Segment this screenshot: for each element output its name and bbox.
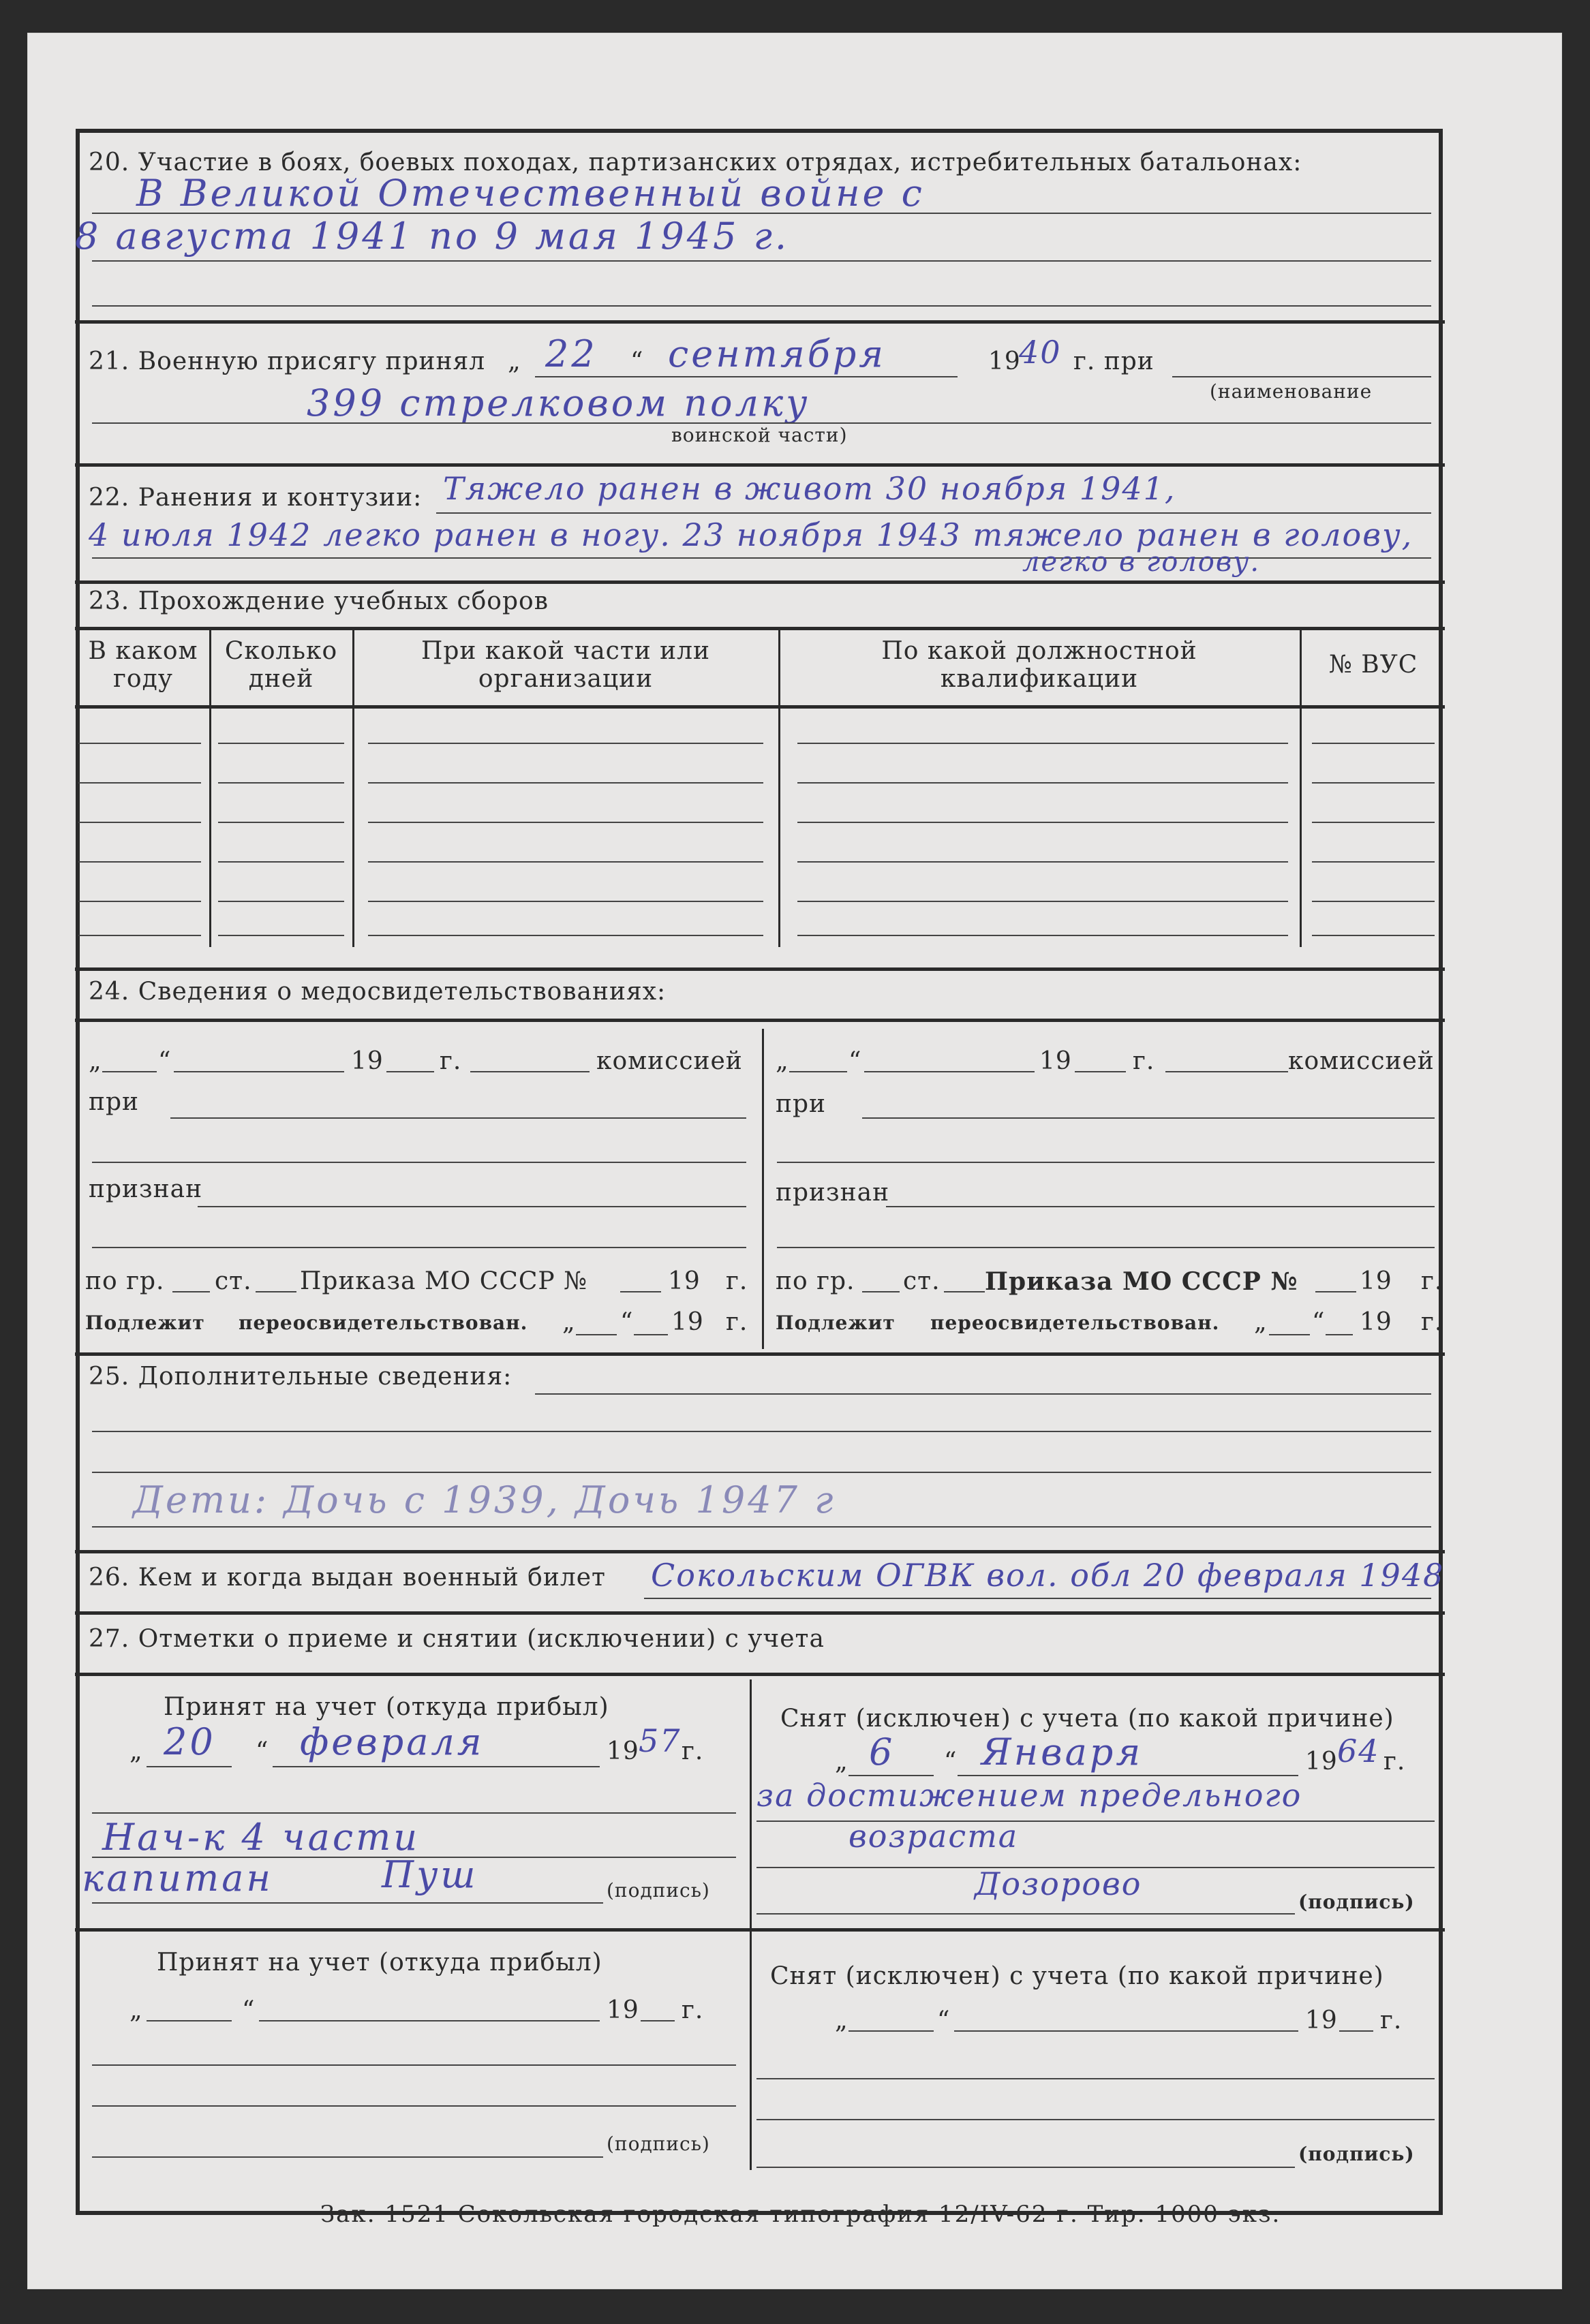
s24-right-pri: при [776,1090,827,1118]
s21-note-1: (наименование [1210,380,1373,403]
s27-left-month: февраля [300,1720,485,1763]
s20-handwriting-1: В Великой Отечественный войне с [136,172,925,215]
s27-removed-label-2: Снят (исключен) с учета (по какой причине) [770,1962,1384,1990]
s25-label: 25. Дополнительные сведения: [89,1363,513,1391]
s24-right-prikaza: Приказа МО СССР № [985,1267,1298,1296]
s27-right-signature: Дозорово [975,1865,1142,1902]
s24-left-komissiey: комиссией [596,1047,743,1075]
s22-handwriting-1: Тяжело ранен в живот 30 ноября 1941, [443,470,1176,507]
s27-left-handwriting-1: Нач-к 4 части [102,1816,421,1859]
s27-right-year: 64 [1337,1733,1380,1769]
s27-label: 27. Отметки о приеме и снятии (исключении) с учета [89,1625,825,1653]
s23-col-unit: При какой части или организации [421,637,711,693]
s27-removed-label-1: Снят (исключен) с учета (по какой причине) [780,1705,1394,1733]
s27-left-podpis-1: (подпись) [607,1879,710,1902]
s21-day: 22 [545,332,598,375]
s27-right-day: 6 [869,1731,896,1773]
s27-right-podpis-1: (подпись) [1298,1891,1415,1913]
s20-handwriting-2: 8 августа 1941 по 9 мая 1945 г. [75,215,790,258]
s21-g-pri: г. при [1073,347,1155,375]
s21-label: 21. Военную присягу принял [89,347,486,375]
s26-handwriting: Сокольским ОГВК вол. обл 20 февраля 1948 [651,1557,1445,1594]
s24-left-priznan: признан [89,1175,203,1203]
s25-handwriting: Дети: Дочь с 1939, Дочь 1947 г [133,1478,836,1521]
divider-20-21 [75,320,1445,324]
s24-label: 24. Сведения о медосвидетельствованиях: [89,978,667,1006]
s27-accepted-label-2: Принят на учет (откуда прибыл) [157,1949,602,1977]
s26-label: 26. Кем и когда выдан военный билет [89,1564,606,1592]
divider-21-22 [75,463,1445,467]
s23-col-year: В каком году [88,637,198,693]
s27-left-signature: Пуш [382,1853,478,1896]
s22-handwriting-3: легко в голову. [1022,546,1261,578]
s23-col-vus: № ВУС [1328,651,1418,679]
s24-column-divider [762,1029,764,1349]
s24-left-prikaza: Приказа МО СССР № [300,1267,588,1295]
s21-unit: 399 стрелковом полку [307,382,810,424]
s20-line-3 [92,305,1431,307]
s23-col-qualification: По какой должностной квалификации [881,637,1197,693]
divider-24-25 [75,1352,1445,1356]
s23-label: 23. Прохождение учебных сборов [89,587,549,615]
s24-right-pereosv: переосвидетельствован. [930,1312,1220,1334]
s24-left-pereosv: переосвидетельствован. [239,1312,528,1334]
s27-right-handwriting-1: за достижением предельного [756,1777,1302,1814]
s27-right-podpis-2: (подпись) [1298,2143,1415,2165]
s22-handwriting-2: 4 июля 1942 легко ранен в ногу. 23 ноября 1943 тяжело ранен в голову, [89,516,1413,553]
s24-right-priznan: признан [776,1179,890,1207]
s27-left-handwriting-2: капитан [82,1857,273,1900]
s27-left-day: 20 [164,1720,216,1763]
divider-22-23 [75,580,1445,584]
s27-accepted-label-1: Принят на учет (откуда прибыл) [164,1693,609,1721]
s27-right-handwriting-2: возраста [848,1818,1019,1855]
s21-month: сентября [668,332,887,375]
s27-left-podpis-2: (подпись) [607,2133,710,2155]
s27-right-month: Января [981,1731,1144,1773]
s21-year-prefix: 19 [988,347,1021,375]
s27-column-divider [750,1679,752,2170]
divider-23-24 [75,967,1445,971]
s21-note-2: воинской части) [671,424,848,446]
s24-right-komissiey: комиссией [1288,1047,1435,1075]
s20-label: 20. Участие в боях, боевых походах, партизанских отрядах, истребительных батальонах: [89,149,1302,176]
s27-left-year: 57 [639,1722,682,1759]
s23-col-days: Сколько дней [224,637,338,693]
s22-label: 22. Ранения и контузии: [89,484,423,512]
s21-year: 40 [1019,334,1062,371]
printer-footer: Зак. 1521 Сокольская городская типография 12/IV-62 г. Тир. 1000 экз. [320,2201,1281,2228]
s20-line-2 [92,260,1431,262]
s20-line-1 [92,213,1431,214]
s24-left-pri: при [89,1088,140,1116]
